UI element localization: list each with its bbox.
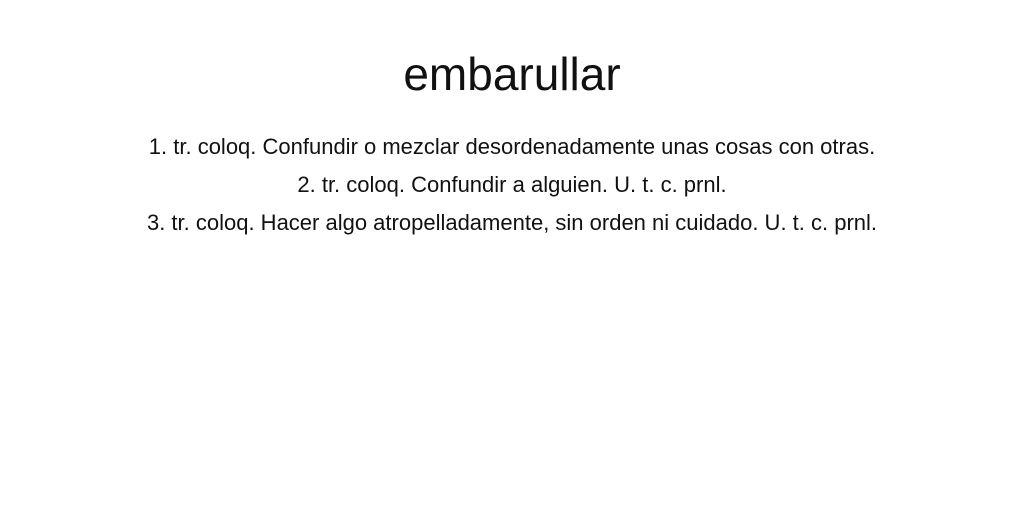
entry-word: embarullar — [403, 48, 621, 100]
definition-list — [0, 128, 1024, 242]
definition-2: 2. tr. coloq. Confundir a alguien. U. t. c. prnl. — [297, 172, 727, 197]
definition-3: 3. tr. coloq. Hacer algo atropelladamente, sin orden ni cuidado. U. t. c. prnl. — [146, 210, 878, 235]
definition-1: 1. tr. coloq. Confundir o mezclar desordenadamente unas cosas con otras. — [148, 134, 876, 159]
